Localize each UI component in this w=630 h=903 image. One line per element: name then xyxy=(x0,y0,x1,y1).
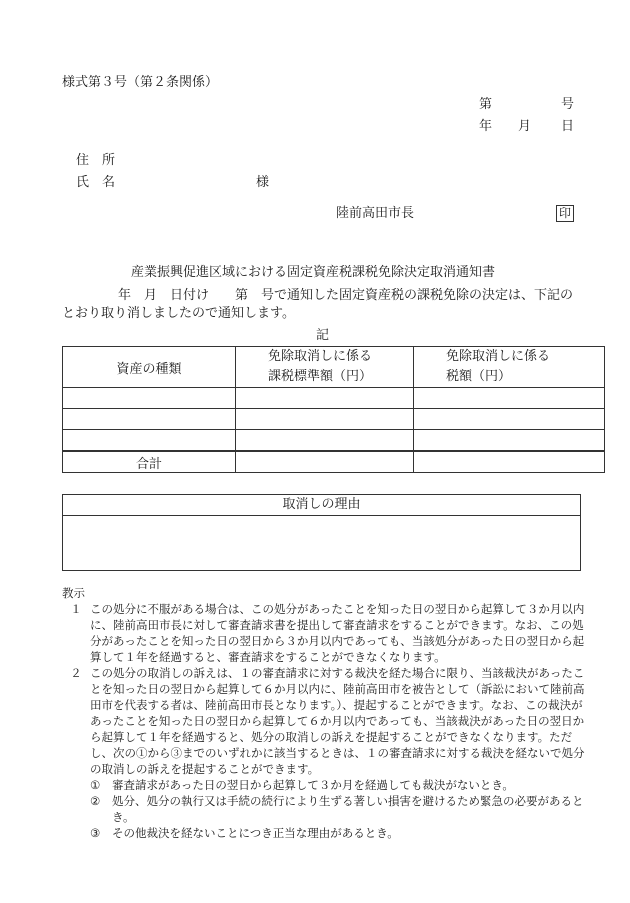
cell-total-tax-base[interactable] xyxy=(236,451,414,473)
notice-item-1 xyxy=(62,601,592,665)
honorific: 様 xyxy=(256,175,270,190)
table-header-row xyxy=(63,347,605,388)
seal-stamp: 印 xyxy=(556,205,574,222)
cell-tax-amount[interactable] xyxy=(414,409,605,430)
notice-sub-1-number: ① xyxy=(90,778,101,792)
col-tax-amount-header: 免除取消しに係る 税額（円） xyxy=(414,347,605,388)
total-label: 合計 xyxy=(63,451,236,473)
cell-asset-type[interactable] xyxy=(63,409,236,430)
notice-section xyxy=(62,585,592,841)
intro-line-2: とおり取り消しましたので通知します。 xyxy=(62,306,295,321)
reason-text[interactable] xyxy=(63,516,580,570)
notice-sub-3-text: その他裁決を経ないことにつき正当な理由があるとき。 xyxy=(112,826,399,840)
number-prefix: 第 xyxy=(479,97,493,112)
col-asset-type-header: 資産の種類 xyxy=(63,347,236,388)
reason-box xyxy=(62,494,581,571)
cell-total-tax-amount[interactable] xyxy=(414,451,605,473)
number-suffix: 号 xyxy=(561,97,575,112)
col-tax-base-header: 免除取消しに係る 課税標準額（円） xyxy=(236,347,414,388)
date-year: 年 xyxy=(479,119,493,134)
table-row xyxy=(63,430,605,452)
cell-asset-type[interactable] xyxy=(63,430,236,452)
cell-asset-type[interactable] xyxy=(63,388,236,409)
amount-table xyxy=(62,346,605,473)
intro-line-1: 年 月 日付け 第 号で通知した固定資産税の課税免除の決定は、下記の xyxy=(118,288,574,303)
notice-sub-3-number: ③ xyxy=(90,826,101,840)
notice-item-1-number: １ xyxy=(70,602,82,616)
cell-tax-base[interactable] xyxy=(236,409,414,430)
cell-tax-base[interactable] xyxy=(236,388,414,409)
notice-sub-2-number: ② xyxy=(90,794,101,808)
table-row xyxy=(63,409,605,430)
date-month: 月 xyxy=(518,119,532,134)
notice-item-2-number: ２ xyxy=(70,666,82,680)
table-total-row xyxy=(63,451,605,473)
cell-tax-base[interactable] xyxy=(236,430,414,452)
notice-item-2-text: この処分の取消しの訴えは、１の審査請求に対する裁決を経た場合に限り、当該裁決があったことを知った日の翌日から起算して６か月以内に、陸前高田市を被告として（訴訟において陸前高田市を代表する者は、陸前高田市長となります。）、提起することができます。なお、この裁決があったことを知った日の翌日から起算して６か月以内であっても、当該裁決があった日の翌日から起算して１年を経過すると、処分の取消しの訴えを提起することができなくなります。ただし、次の①から③までのいずれかに該当するときは、１の審査請求に対する裁決を経ないで処分の取消しの訴えを提起することができます。 xyxy=(90,666,585,776)
notice-item-1-text: この処分に不服がある場合は、この処分があったことを知った日の翌日から起算して３か月以内に、陸前高田市長に対して審査請求書を提出して審査請求をすることができます。なお、この処分があったことを知った日の翌日から３か月以内であっても、当該処分があった日の翌日から起算して１年を経過すると、審査請求をすることができなくなります。 xyxy=(90,602,585,664)
notice-sub-1 xyxy=(62,777,592,793)
cell-tax-amount[interactable] xyxy=(414,430,605,452)
notice-heading: 教示 xyxy=(62,586,85,600)
name-label: 氏 名 xyxy=(76,175,116,190)
reason-header: 取消しの理由 xyxy=(63,495,580,516)
form-number: 様式第３号（第２条関係） xyxy=(62,75,219,90)
notice-sub-2 xyxy=(62,793,592,825)
document-title: 産業振興促進区域における固定資産税課税免除決定取消通知書 xyxy=(131,265,496,280)
table-row xyxy=(63,388,605,409)
notice-sub-2-text: 処分、処分の執行又は手続の続行により生ずる著しい損害を避けるため緊急の必要があるとき。 xyxy=(112,794,584,824)
notice-item-2 xyxy=(62,665,592,777)
issuer: 陸前高田市長 xyxy=(336,206,415,221)
notice-sub-3 xyxy=(62,825,592,841)
address-label: 住 所 xyxy=(76,153,116,168)
cell-tax-amount[interactable] xyxy=(414,388,605,409)
date-day: 日 xyxy=(561,119,575,134)
notice-sub-1-text: 審査請求があった日の翌日から起算して３か月を経過しても裁決がないとき。 xyxy=(112,778,514,792)
ki-mark: 記 xyxy=(316,328,330,343)
